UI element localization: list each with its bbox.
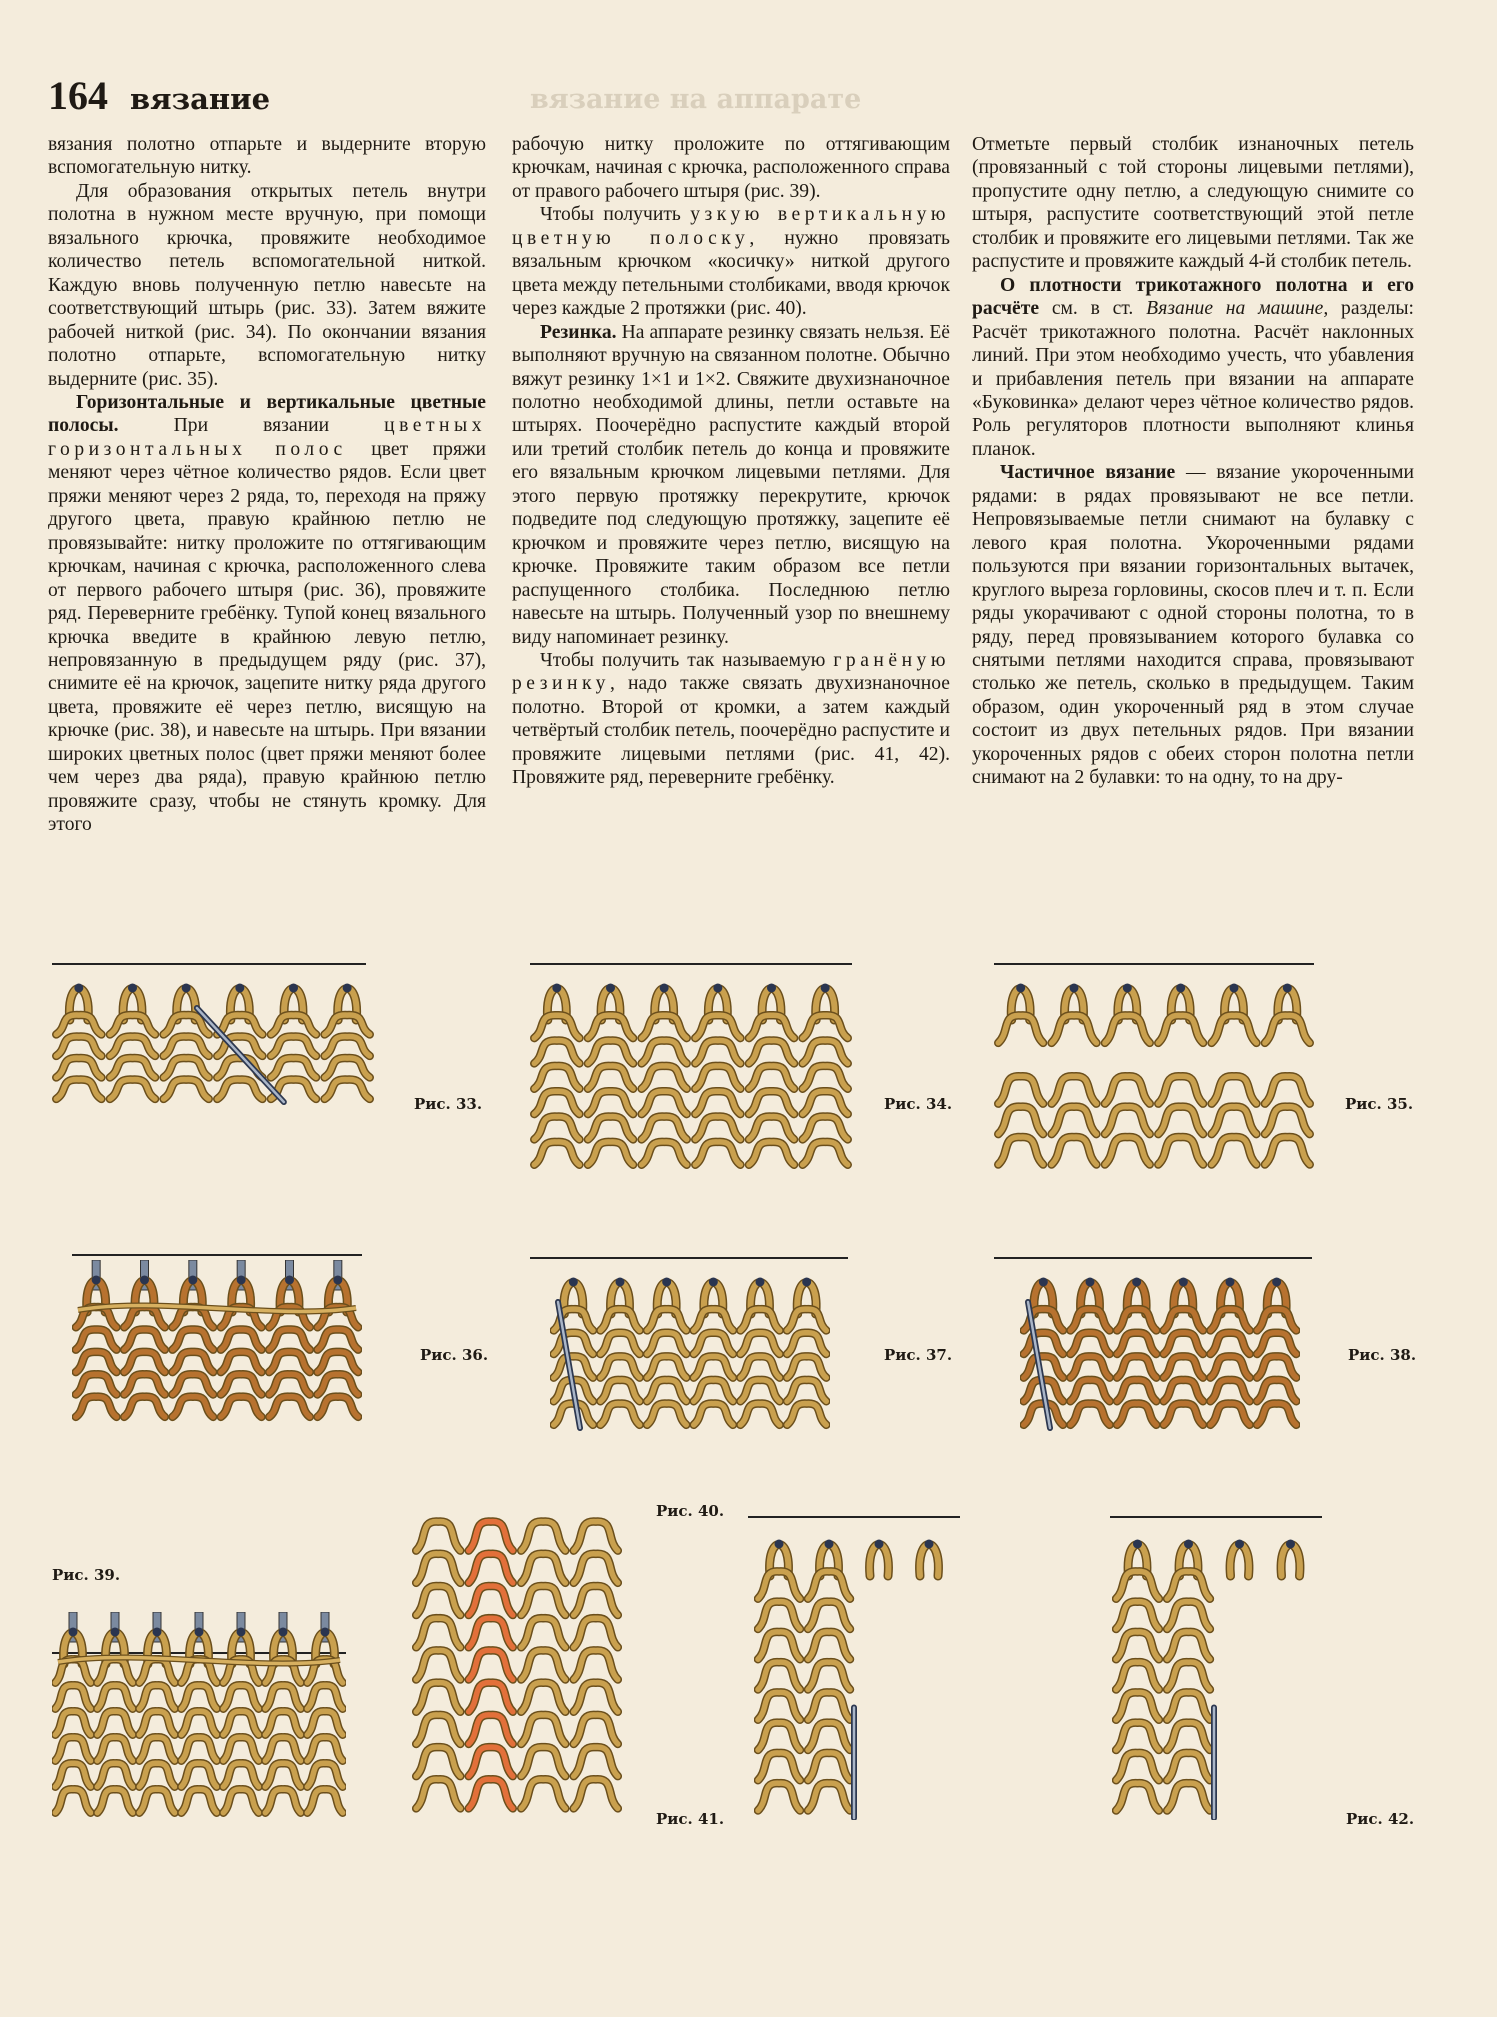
paragraph: Отметьте первый столбик изнаночных петель (провязанный с той стороны лицевыми петлями), пропустите одну петлю, а следующую снимите со штыря, распустите соответствующий этой петле столбик и провяжите его лицевыми петлями. Так же распустите и провяжите каждый 4-й столбик петель.	[972, 134, 1414, 273]
paragraph: Чтобы получить узкую вертикальную цветную полоску, нужно провязать вязальным крючком «косичку» ниткой другого цвета между петельными столбиками, вводя крючок через каждые 2 протяжки (рис. 40).	[512, 204, 951, 320]
comb-rule	[530, 1257, 848, 1259]
paragraph: Резинка. На аппарате резинку связать нельзя. Её выполняют вручную на связанном полотне. Обычно вяжут резинку 1×1 и 1×2. Свяжите двухизнаночное полотно необходимой длины, петли оставьте на штырях. Поочерёдно распустите каждый второй или третий столбик петель до конца и провяжите его вязальным крючком лицевыми петлями. Для этого первую протяжку перекрутите, крючок подведите под следующую протяжку, зацепите её крючком и провяжите через петлю, висящую на крючке. Провяжите таким образом все петли распущенного столбика. Последнюю петлю навесьте на штырь. Полученный узор по внешнему виду напоминает резинку.	[512, 321, 950, 648]
paragraph: Горизонтальные и вертикальные цветные полосы. При вязании цветных горизонтальных полос цвет пряжи меняют через чётное количество рядов. Если цвет пряжи меняют через 2 ряда, то, переходя на пряжу другого цвета, правую крайнюю петлю не провязывайте: нитку проложите по оттягивающим крючкам, начиная с крючка, расположенного слева от первого рабочего штыря (рис. 36), провяжите ряд. Переверните гребёнку. Тупой конец вязального крючка введите в крайнюю левую петлю, непровязанную в предыдущем ряду (рис. 37), снимите её на крючок, зацепите нитку ряда другого цвета, провяжите её через петлю, висящую на крючке (рис. 38), и навесьте на штырь. При вязании широких цветных полос (цвет пряжи меняют более чем через два ряда), правую крайнюю петлю провяжите сразу, чтобы не стянуть кромку. Для этого	[48, 391, 486, 836]
figure-40-illustration	[412, 1510, 622, 1818]
paragraph: рабочую нитку проложите по оттягивающим крючкам, начиная с крючка, расположенного справа от правого рабочего штыря (рис. 39).	[512, 134, 950, 202]
section-title: вязание	[130, 82, 271, 116]
figure-34-caption: Рис. 34.	[884, 1095, 953, 1113]
figure-39-caption: Рис. 39.	[52, 1566, 121, 1584]
figure-37-caption: Рис. 37.	[884, 1346, 953, 1364]
comb-rule	[1110, 1516, 1322, 1518]
figure-36-illustration	[72, 1260, 362, 1426]
figure-37-illustration	[550, 1262, 830, 1434]
comb-rule	[748, 1516, 960, 1518]
figure-39-illustration	[52, 1612, 346, 1822]
subheading: О плотности трикотажного полотна и его расчёте	[972, 274, 1414, 320]
figure-40-caption: Рис. 40.	[656, 1502, 725, 1520]
comb-rule	[994, 963, 1314, 965]
spaced-term: узкую вертикальную цветную полоску	[512, 204, 951, 249]
text-column-1	[48, 133, 486, 837]
text-column-2	[512, 133, 950, 790]
figure-42-illustration	[1112, 1524, 1316, 1820]
figure-41-caption: Рис. 41.	[656, 1810, 725, 1828]
figure-38-illustration	[1020, 1262, 1300, 1434]
paragraph: Для образования открытых петель внутри полотна в нужном месте вручную, при помощи вязального крючка, провяжите необходимое количество петель вспомогательной ниткой. Каждую вновь полученную петлю навесьте на соответствующий штырь (рис. 33). Затем вяжите рабочей ниткой (рис. 34). По окончании вязания полотно отпарьте, вспомогательную нитку выдерните (рис. 35).	[48, 180, 486, 390]
figure-33-caption: Рис. 33.	[414, 1095, 483, 1113]
paragraph: Чтобы получить так называемую гранёную резинку, надо также связать двухизнаночное полотно. Второй от кромки, а затем каждый четвёртый столбик петель, поочерёдно распустите и провяжите лицевыми петлями (рис. 41, 42). Провяжите ряд, переверните гребёнку.	[512, 649, 950, 789]
subheading: Частичное вязание	[1000, 462, 1176, 484]
comb-rule	[52, 963, 366, 965]
figure-34-illustration	[530, 968, 852, 1174]
page-number: 164	[48, 73, 108, 118]
spaced-term: цветных горизонтальных полос	[48, 415, 486, 460]
subheading: Горизонтальные и вертикальные цветные полосы.	[48, 391, 486, 437]
subheading: Резинка.	[540, 321, 617, 343]
figure-38-caption: Рис. 38.	[1348, 1346, 1417, 1364]
comb-rule	[530, 963, 852, 965]
figure-41-illustration	[754, 1524, 954, 1820]
figure-42-caption: Рис. 42.	[1346, 1810, 1415, 1828]
figure-36-caption: Рис. 36.	[420, 1346, 489, 1364]
paragraph: вязания полотно отпарьте и выдерните вторую вспомогательную нитку.	[48, 134, 486, 179]
figure-35-caption: Рис. 35.	[1345, 1095, 1414, 1113]
figure-35-illustration	[994, 968, 1314, 1174]
bleed-through-text: вязание на аппарате	[530, 84, 862, 115]
page-header	[48, 72, 270, 119]
comb-rule	[994, 1257, 1312, 1259]
paragraph: О плотности трикотажного полотна и его расчёте см. в ст. Вязание на машине, разделы: Расчёт трикотажного полотна. Расчёт наклонных линий. При этом необходимо учесть, что убавления и прибавления петель при вязании на аппарате «Буковинка» делают через чётное количество рядов. Роль регуляторов плотности выполняют клинья планок.	[972, 274, 1414, 460]
comb-rule	[72, 1254, 362, 1256]
paragraph: Частичное вязание — вязание укороченными рядами: в рядах провязывают не все петли. Непровязываемые петли снимают на булавку с левого края полотна. Укороченными рядами пользуются при вязании горизонтальных вытачек, круглого выреза горловины, скосов плеч и т. п. Если ряды укорачивают с одной стороны полотна, то в ряду, перед провязыванием которого булавка со снятыми петлями находится справа, провязывают столько же петель, сколько в предыдущем. Таким образом, один укороченный ряд в этом случае состоит из двух петельных рядов. При вязании укороченных рядов с обеих сторон полотна петли снимают на 2 булавки: то на одну, то на дру-	[972, 462, 1414, 789]
figure-33-illustration	[52, 968, 374, 1108]
text-column-3	[972, 133, 1414, 790]
spaced-term: гранёную резинку	[512, 649, 950, 695]
